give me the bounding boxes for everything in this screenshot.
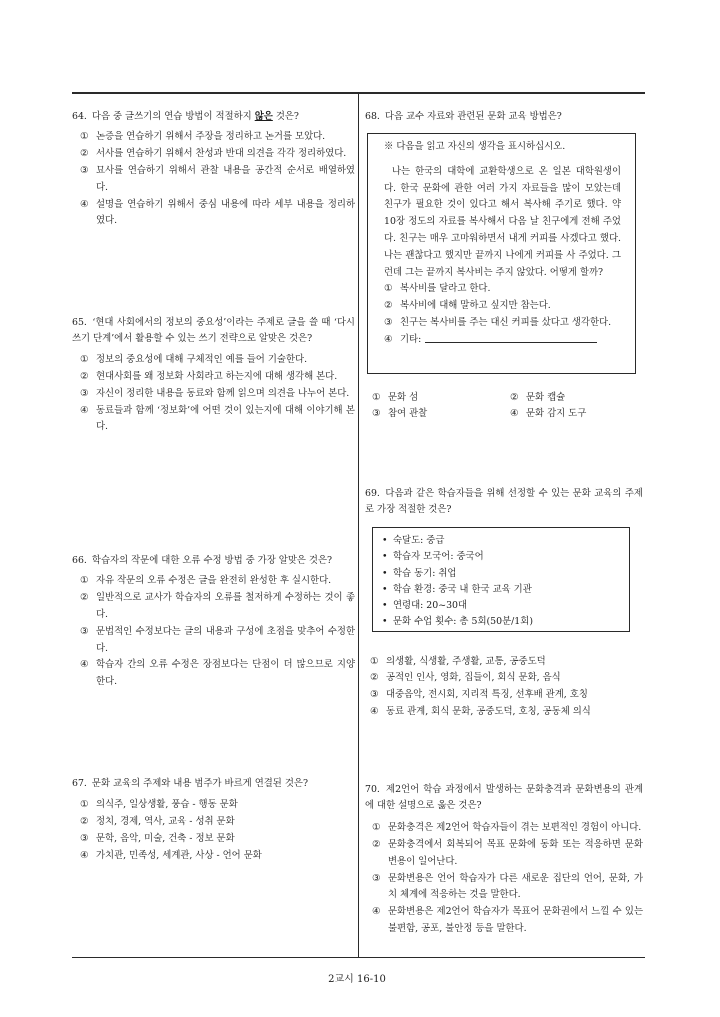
profile-item	[382, 598, 621, 614]
option-text: 문학, 음악, 미술, 건축 - 정보 문화	[96, 832, 235, 844]
option-text: 문법적인 수정보다는 글의 내용과 구성에 초점을 맞추어 수정한다.	[96, 625, 355, 654]
option-marker: ②	[80, 816, 89, 828]
options-list	[80, 352, 355, 436]
option-3	[372, 406, 510, 423]
option-marker: ③	[80, 625, 89, 637]
page-footer: 2교시 16-10	[328, 974, 386, 985]
option-1	[370, 654, 643, 671]
choice-marker: ②	[384, 300, 393, 312]
teaching-material-box	[367, 133, 636, 374]
question-stem	[365, 109, 643, 126]
stem-text: ‘현대 사회에서의 정보의 중요성’이라는 주제로 글을 쓸 때 ‘다시 쓰기 단계’에서 활용할 수 있는 쓰기 전략으로 알맞은 것은?	[72, 316, 355, 345]
bullet: •	[382, 616, 388, 628]
question-66	[72, 553, 355, 691]
profile-text: 학습자 모국어: 중국어	[393, 551, 484, 563]
options-list	[372, 390, 634, 424]
option-text: 동료 관계, 회식 문화, 공중도덕, 호칭, 공동체 의식	[386, 705, 591, 717]
option-3	[80, 831, 355, 848]
option-marker: ②	[372, 838, 381, 850]
stem-text: 제2언어 학습 과정에서 발생하는 문화충격과 문화변용의 관계에 대한 설명으로 옳은 것은?	[365, 783, 643, 812]
option-text: 참여 관찰	[388, 408, 428, 420]
option-2	[510, 390, 634, 407]
option-marker: ③	[372, 872, 381, 884]
option-text: 자유 작문의 오류 수정은 글을 완전히 완성한 후 실시한다.	[96, 575, 332, 587]
material-passage: 나는 한국의 대학에 교환학생으로 온 일본 대학원생이다. 한국 문화에 관한 여러 가지 자료들을 많이 모았는데 친구가 필요한 것이 있다고 해서 복사해 주기로 했다. 약 10장 정도의 자료를 복사해서 다음 날 친구에게 전해 주었다. 친구는 매우 고마워하면서 내게 커피를 사겠다고 했다. 나는 괜찮다고 했지만 끝까지 나에게 커피를 사 주었다. 그런데 그는 끝까지 복사비는 주지 않았다. 어떻게 할까?	[384, 165, 621, 278]
option-1	[80, 352, 355, 369]
question-stem	[72, 315, 355, 349]
question-stem	[72, 553, 355, 570]
option-4	[80, 197, 355, 231]
option-4	[80, 657, 355, 691]
material-instruction: ※ 다음을 읽고 자신의 생각을 표시하십시오.	[384, 141, 566, 152]
bullet: •	[382, 600, 388, 612]
choice-text: 복사비에 대해 말하고 싶지만 참는다.	[400, 300, 551, 312]
option-text: 공적인 인사, 영화, 집들이, 회식 문화, 음식	[386, 672, 561, 684]
option-4	[510, 406, 634, 423]
option-marker: ④	[510, 408, 519, 420]
bottom-rule	[72, 957, 645, 958]
option-marker: ③	[80, 387, 89, 399]
question-67	[72, 776, 355, 865]
option-text: 의식주, 일상생활, 풍습 - 행동 문화	[96, 799, 238, 811]
option-text: 동료들과 함께 ‘정보화’에 어떤 것이 있는지에 대해 이야기해 본다.	[96, 404, 355, 433]
option-marker: ①	[80, 131, 89, 143]
options-list	[372, 820, 643, 938]
question-stem	[365, 486, 643, 520]
option-1	[80, 129, 355, 146]
option-marker: ④	[80, 404, 89, 416]
question-number: 70.	[365, 783, 380, 795]
option-marker: ③	[80, 164, 89, 176]
option-text: 정치, 경제, 역사, 교육 - 성취 문화	[96, 816, 235, 828]
question-stem	[72, 109, 355, 126]
options-list	[370, 654, 643, 721]
option-text: 가치관, 민족성, 세계관, 사상 - 언어 문화	[96, 849, 262, 861]
option-2	[372, 837, 643, 871]
option-2	[370, 670, 643, 687]
question-68	[365, 109, 643, 126]
options-list	[80, 797, 355, 864]
question-number: 66.	[72, 554, 87, 566]
question-64	[72, 109, 355, 231]
profile-item	[382, 582, 621, 598]
option-2	[80, 369, 355, 386]
option-4	[80, 403, 355, 437]
question-number: 64.	[72, 110, 87, 122]
option-text: 문화충격은 제2언어 학습자들이 겪는 보편적인 경험이 아니다.	[388, 822, 642, 834]
question-stem	[72, 776, 355, 793]
option-text: 문화변용은 언어 학습자가 다른 새로운 집단의 언어, 문화, 가치 체계에 적응하는 것을 말한다.	[388, 872, 643, 901]
column-divider	[358, 93, 359, 958]
profile-text: 학습 환경: 중국 내 한국 교육 기관	[393, 583, 532, 595]
material-choice-1	[384, 281, 621, 298]
option-text: 문화 감지 도구	[526, 408, 587, 420]
question-69-options	[365, 654, 643, 721]
bullet: •	[382, 583, 388, 595]
option-text: 논증을 연습하기 위해서 주장을 정리하고 논거를 모았다.	[96, 131, 326, 143]
option-4	[372, 904, 643, 938]
option-2	[80, 814, 355, 831]
question-number: 69.	[365, 487, 380, 499]
option-text: 설명을 연습하기 위해서 중심 내용에 따라 세부 내용을 정리하였다.	[96, 198, 355, 227]
choice-marker: ④	[384, 333, 393, 345]
question-number: 68.	[365, 110, 380, 122]
option-1	[80, 573, 355, 590]
option-marker: ②	[80, 592, 89, 604]
stem-emphasis: 않은	[254, 110, 273, 122]
material-choices	[384, 281, 621, 348]
option-marker: ①	[80, 575, 89, 587]
bullet: •	[382, 535, 388, 546]
option-marker: ②	[80, 148, 89, 160]
option-1	[372, 820, 643, 837]
material-choice-3	[384, 315, 621, 332]
profile-item	[382, 533, 621, 549]
option-marker: ③	[372, 408, 381, 420]
option-text: 자신이 정리한 내용을 동료와 함께 읽으며 의견을 나누어 본다.	[96, 387, 350, 399]
option-1	[80, 797, 355, 814]
option-marker: ④	[370, 705, 379, 717]
option-marker: ②	[80, 370, 89, 382]
choice-text: 기타:	[400, 333, 422, 345]
option-text: 일반적으로 교사가 학습자의 오류를 철저하게 수정하는 것이 좋다.	[96, 592, 355, 620]
option-marker: ①	[370, 655, 379, 667]
option-text: 문화충격에서 회복되어 목표 문화에 동화 또는 적응하면 문화 변용이 일어난다.	[388, 838, 643, 867]
option-marker: ②	[510, 391, 519, 403]
option-2	[80, 590, 355, 624]
option-4	[370, 704, 643, 721]
material-choice-2	[384, 298, 621, 315]
question-number: 67.	[72, 777, 87, 789]
option-marker: ②	[370, 672, 379, 684]
stem-text: 학습자의 작문에 대한 오류 수정 방법 중 가장 알맞은 것은?	[91, 554, 333, 566]
options-list	[80, 573, 355, 691]
option-text: 문화 섬	[388, 391, 419, 403]
option-4	[80, 848, 355, 865]
stem-text: 다음 교수 자료와 관련된 문화 교육 방법은?	[384, 110, 562, 122]
profile-text: 문화 수업 횟수: 총 5회(50분/1회)	[393, 616, 533, 628]
profile-item	[382, 549, 621, 565]
option-3	[370, 687, 643, 704]
material-choice-4	[384, 332, 621, 349]
option-marker: ④	[372, 906, 381, 918]
option-marker: ①	[80, 354, 89, 366]
option-text: 정보의 중요성에 대해 구체적인 예를 들어 기술한다.	[96, 354, 308, 366]
option-text: 현대사회를 왜 정보화 사회라고 하는지에 대해 생각해 본다.	[96, 370, 338, 382]
option-text: 의생활, 식생활, 주생활, 교통, 공중도덕	[386, 655, 546, 667]
option-marker: ④	[80, 659, 89, 671]
option-3	[80, 163, 355, 197]
question-70	[365, 782, 643, 938]
option-text: 문화변용은 제2언어 학습자가 목표어 문화권에서 느낄 수 있는 불편함, 공포, 불안정 등을 말한다.	[388, 906, 643, 934]
profile-item	[382, 566, 621, 582]
option-marker: ①	[80, 799, 89, 811]
bullet: •	[382, 551, 388, 563]
stem-text-end: 것은?	[275, 110, 299, 122]
profile-item	[382, 614, 621, 630]
profile-text: 연령대: 20~30대	[393, 600, 468, 612]
question-stem	[365, 782, 643, 816]
option-3	[372, 871, 643, 905]
option-2	[80, 146, 355, 163]
option-text: 대중음악, 전시회, 지리적 특징, 선후배 관계, 호칭	[386, 689, 588, 701]
stem-text: 다음과 같은 학습자들을 위해 선정할 수 있는 문화 교육의 주제로 가장 적절한 것은?	[365, 487, 643, 516]
question-65	[72, 315, 355, 437]
question-number: 65.	[72, 316, 87, 328]
blank-line	[425, 333, 597, 343]
option-1	[372, 390, 510, 407]
profile-text: 학습 동기: 취업	[393, 567, 457, 579]
option-3	[80, 624, 355, 658]
option-marker: ④	[80, 849, 89, 861]
choice-text: 친구는 복사비를 주는 대신 커피를 샀다고 생각한다.	[400, 316, 612, 328]
learner-profile-box	[372, 527, 630, 632]
stem-text: 문화 교육의 주제와 내용 범주가 바르게 연결된 것은?	[91, 777, 308, 789]
option-text: 문화 캡슐	[526, 391, 566, 403]
stem-text: 다음 중 글쓰기의 연습 방법이 적절하지	[91, 110, 252, 122]
option-marker: ③	[370, 689, 379, 701]
option-marker: ④	[80, 198, 89, 210]
option-marker: ①	[372, 391, 381, 403]
option-3	[80, 386, 355, 403]
option-text: 서사를 연습하기 위해서 찬성과 반대 의견을 각각 정리하였다.	[96, 148, 347, 160]
options-list	[80, 129, 355, 230]
choice-marker: ③	[384, 316, 393, 328]
choice-marker: ①	[384, 283, 393, 295]
question-69	[365, 486, 643, 520]
choice-text: 복사비를 달라고 한다.	[400, 283, 491, 295]
option-marker: ③	[80, 832, 89, 844]
option-text: 학습자 간의 오류 수정은 장점보다는 단점이 더 많으므로 지양한다.	[96, 659, 355, 688]
option-marker: ①	[372, 822, 381, 834]
bullet: •	[382, 567, 388, 579]
option-text: 묘사를 연습하기 위해서 관찰 내용을 공간적 순서로 배열하였다.	[96, 164, 355, 193]
profile-text: 숙달도: 중급	[393, 535, 445, 546]
